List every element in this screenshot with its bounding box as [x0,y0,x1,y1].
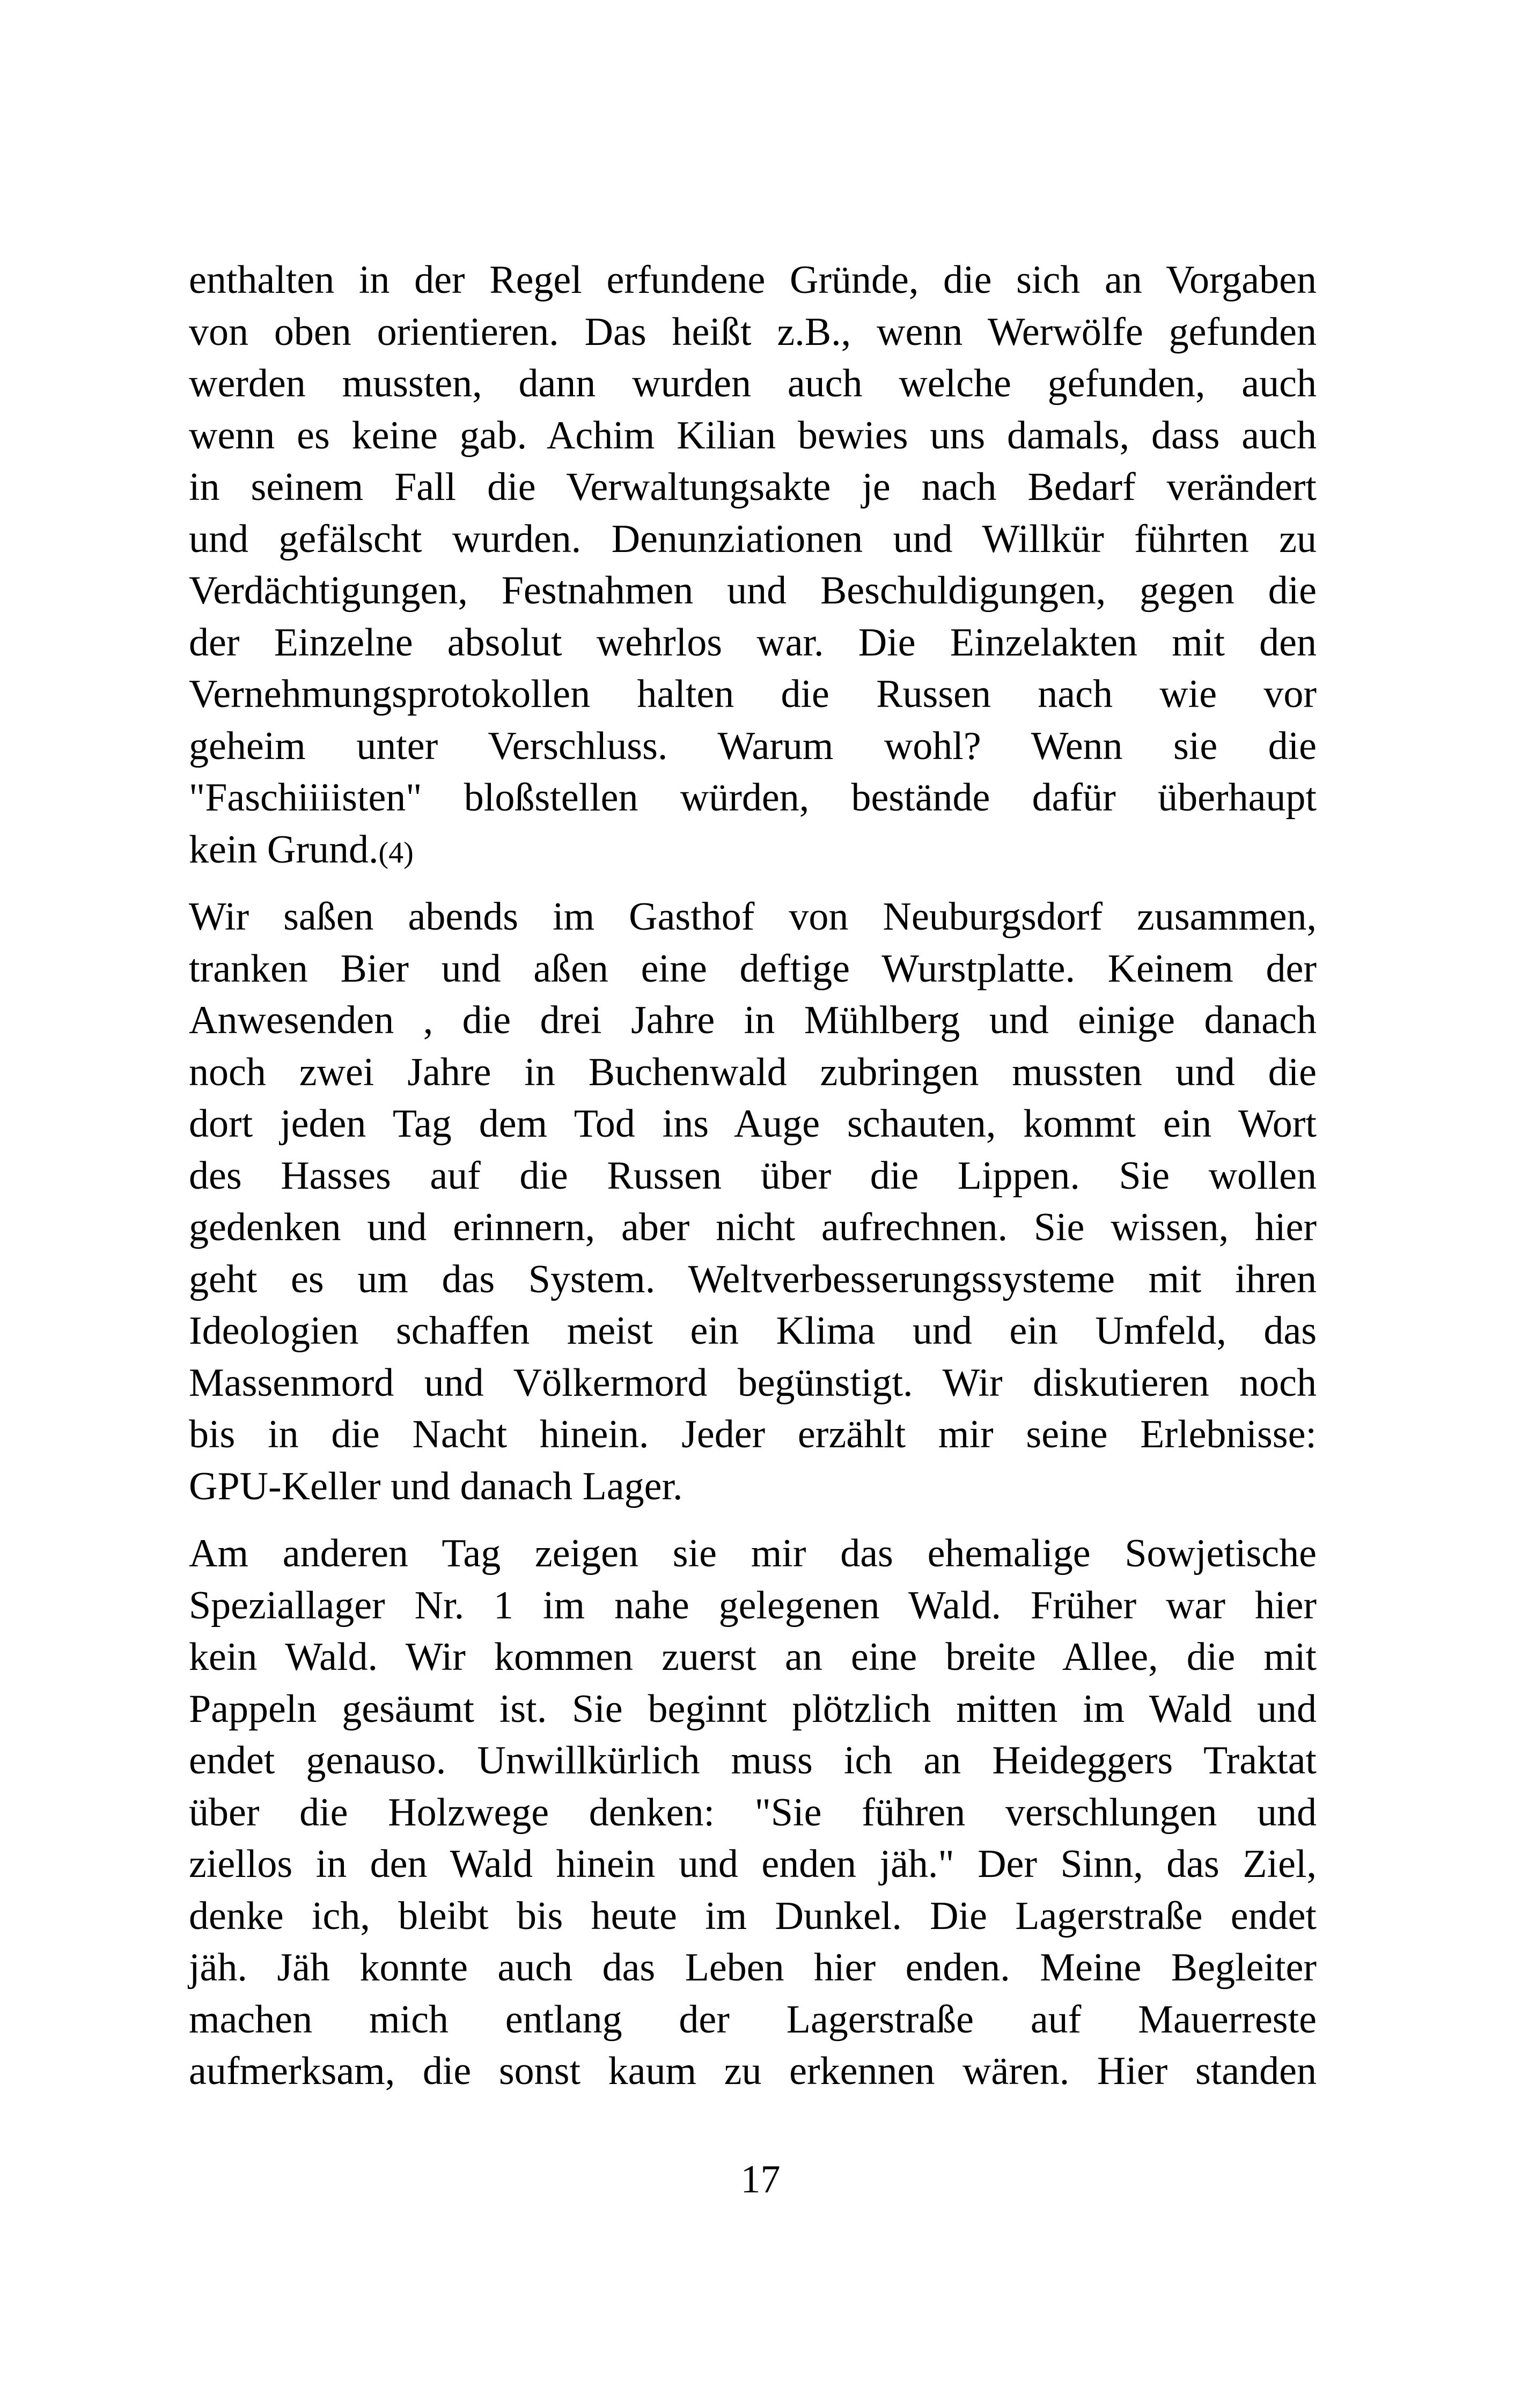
text-line: kein Wald. Wir kommen zuerst an eine breite Allee, die mit [189,1635,1317,1679]
page-number: 17 [740,2157,781,2201]
text-line: Vernehmungsprotokollen halten die Russen nach wie vor [189,672,1317,716]
text-line: gedenken und erinnern, aber nicht aufrechnen. Sie wissen, hier [189,1205,1317,1249]
text-line: ziellos in den Wald hinein und enden jäh." Der Sinn, das Ziel, [189,1842,1317,1886]
text-line: "Faschiiiisten" bloßstellen würden, bestände dafür überhaupt [189,776,1317,820]
paragraph-3 [189,1528,1317,2097]
text-line: tranken Bier und aßen eine deftige Wurstplatte. Keinem der [189,946,1317,991]
text-line: der Einzelne absolut wehrlos war. Die Einzelakten mit den [189,620,1317,665]
text-line-last: GPU-Keller und danach Lager. [189,1464,683,1508]
text-line: wenn es keine gab. Achim Kilian bewies uns damals, dass auch [189,413,1317,458]
paragraph-2 [189,891,1317,1512]
text-line: enthalten in der Regel erfundene Gründe, die sich an Vorgaben [189,258,1317,302]
text-line: werden mussten, dann wurden auch welche gefunden, auch [189,362,1317,406]
text-line: dort jeden Tag dem Tod ins Auge schauten, kommt ein Wort [189,1102,1317,1146]
text-line: machen mich entlang der Lagerstraße auf Mauerreste [189,1997,1317,2042]
text-line: bis in die Nacht hinein. Jeder erzählt mir seine Erlebnisse: [189,1412,1317,1456]
text-line: von oben orientieren. Das heißt z.B., wenn Werwölfe gefunden [189,310,1317,354]
text-line: geht es um das System. Weltverbesserungssysteme mit ihren [189,1257,1317,1301]
footnote-reference: (4) [378,836,414,870]
text-line: aufmerksam, die sonst kaum zu erkennen wären. Hier standen [189,2049,1317,2093]
text-line: Verdächtigungen, Festnahmen und Beschuldigungen, gegen die [189,569,1317,613]
text-line: Pappeln gesäumt ist. Sie beginnt plötzlich mitten im Wald und [189,1687,1317,1731]
text-line: denke ich, bleibt bis heute im Dunkel. Die Lagerstraße endet [189,1894,1317,1938]
text-line: Am anderen Tag zeigen sie mir das ehemalige Sowjetische [189,1531,1317,1575]
paragraph-1 [189,254,1317,875]
text-line: und gefälscht wurden. Denunziationen und Willkür führten zu [189,517,1317,561]
text-line: in seinem Fall die Verwaltungsakte je nach Bedarf verändert [189,465,1317,509]
text-line: Anwesenden , die drei Jahre in Mühlberg und einige danach [189,998,1317,1042]
text-line: des Hasses auf die Russen über die Lippen. Sie wollen [189,1153,1317,1198]
text-line: noch zwei Jahre in Buchenwald zubringen mussten und die [189,1050,1317,1094]
text-line: jäh. Jäh konnte auch das Leben hier enden. Meine Begleiter [189,1946,1317,1990]
text-line-last [189,824,1317,876]
text-line: über die Holzwege denken: "Sie führen verschlungen und [189,1790,1317,1835]
text-line-content: kein Grund. [189,827,379,872]
text-line: Massenmord und Völkermord begünstigt. Wir diskutieren noch [189,1360,1317,1405]
text-line: Speziallager Nr. 1 im nahe gelegenen Wald. Früher war hier [189,1583,1317,1628]
text-line: Wir saßen abends im Gasthof von Neuburgsdorf zusammen, [189,895,1317,939]
text-line: endet genauso. Unwillkürlich muss ich an Heideggers Traktat [189,1739,1317,1783]
text-line: geheim unter Verschluss. Warum wohl? Wenn sie die [189,724,1317,768]
text-line: Ideologien schaffen meist ein Klima und ein Umfeld, das [189,1309,1317,1353]
